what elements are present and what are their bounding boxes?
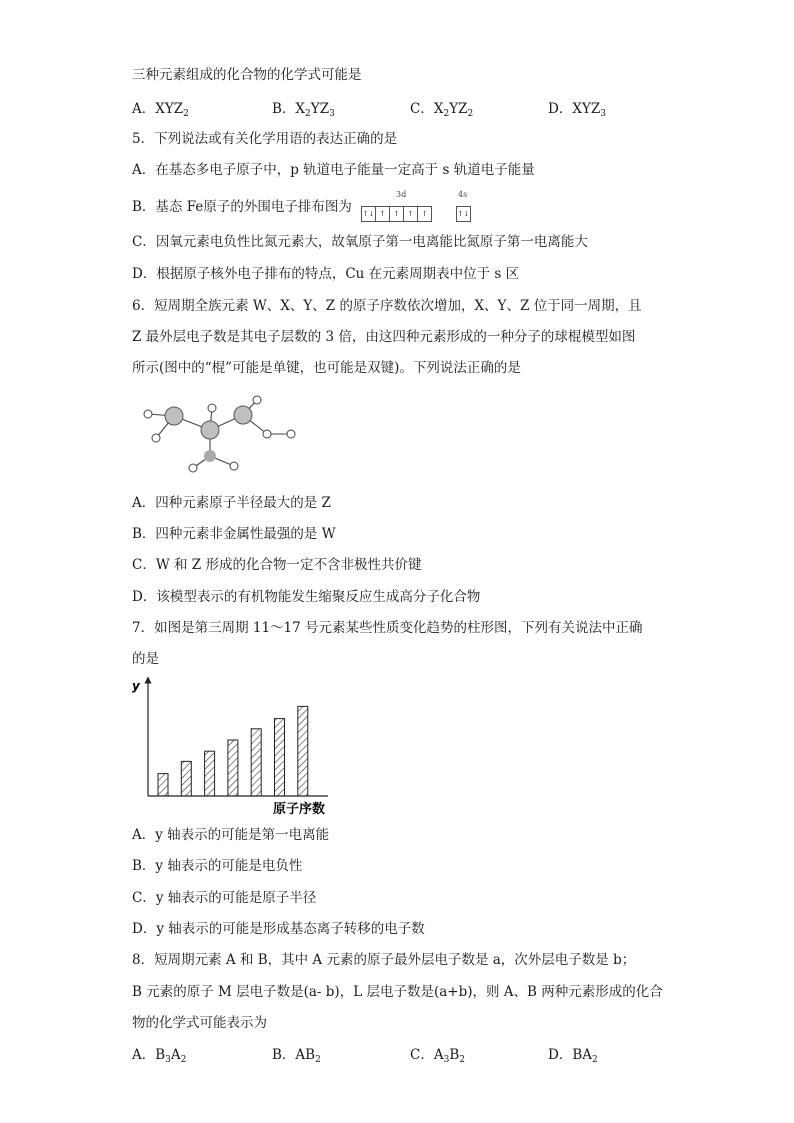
q4-stem: 三种元素组成的化合物的化学式可能是 — [132, 67, 362, 83]
carbon-atom — [165, 407, 183, 425]
nitrogen-atom — [204, 450, 216, 462]
q8-stem-line-2: B 元素的原子 M 层电子数是(a- b)，L 层电子数是(a+b)，则 A、B 两种元素形成的化合 — [132, 984, 663, 1000]
q6-option-d: D．该模型表示的有机物能发生缩聚反应生成高分子化合物 — [132, 589, 481, 605]
h-atom — [263, 430, 271, 438]
q8-option-b: B．$AB_2$ — [272, 1047, 321, 1065]
oxygen-atom — [234, 406, 252, 424]
orbital-3d-label: 3d — [396, 190, 407, 199]
q7-option-c: C．y 轴表示的可能是原子半径 — [132, 890, 317, 906]
h-atom — [144, 410, 152, 418]
bar-2 — [181, 761, 191, 796]
bar-5 — [251, 729, 261, 796]
q5-option-a: A．在基态多电子原子中，p 轨道电子能量一定高于 s 轨道电子能量 — [132, 162, 535, 178]
q4-option-d: D．$XYZ_3$ — [548, 101, 606, 119]
q4-option-a: A．$XYZ_2$ — [132, 101, 189, 119]
h-atom — [152, 434, 160, 442]
orbital-diagram-4s — [456, 206, 471, 225]
orbital-4s-label: 4s — [458, 190, 468, 199]
q6-option-c: C．W 和 Z 形成的化合物一定不含非极性共价键 — [132, 557, 422, 573]
x-axis-label: 原子序数 — [273, 802, 326, 817]
y-axis-label: y — [132, 679, 140, 693]
bar-6 — [275, 719, 285, 796]
orbital-box-3d: ↑ — [418, 206, 432, 222]
q5-option-d: D．根据原子核外电子排布的特点，Cu 在元素周期表中位于 s 区 — [132, 266, 520, 282]
orbital-box-3d: ↑↓ — [361, 206, 376, 222]
h-atom — [189, 464, 197, 472]
bar-7 — [298, 706, 308, 796]
h-atom — [208, 404, 216, 412]
q6-stem-line-1: 6．短周期全族元素 W、X、Y、Z 的原子序数依次增加，X、Y、Z 位于同一周期，且 — [132, 298, 642, 314]
orbital-box-3d: ↑ — [376, 206, 390, 222]
q5-option-b: B．基态 Fe原子的外围电子排布图为 — [132, 199, 352, 215]
q5-option-c: C．因氧元素电负性比氮元素大，故氧原子第一电离能比氮原子第一电离能大 — [132, 234, 588, 250]
h-atom — [230, 462, 238, 470]
q8-option-d: D．$BA_2$ — [548, 1047, 598, 1065]
q7-option-b: B．y 轴表示的可能是电负性 — [132, 858, 303, 874]
ball-and-stick-model — [136, 388, 306, 480]
q7-option-d: D．y 轴表示的可能是形成基态离子转移的电子数 — [132, 921, 425, 937]
q8-option-c: C．$A_3B_2$ — [410, 1047, 465, 1065]
q4-option-b: B．$X_2YZ_3$ — [272, 101, 335, 119]
orbital-box-4s: ↑↓ — [456, 206, 471, 222]
q7-stem-line-1: 7．如图是第三周期 11～17 号元素某些性质变化趋势的柱形图，下列有关说法中正确 — [132, 620, 643, 636]
q8-stem-line-3: 物的化学式可能表示为 — [132, 1015, 267, 1031]
bar-3 — [205, 751, 215, 796]
h-atom — [287, 430, 295, 438]
q7-stem-line-2: 的是 — [132, 651, 159, 667]
bar-4 — [228, 740, 238, 796]
orbital-diagram-3d — [361, 206, 432, 225]
bar-1 — [158, 774, 168, 796]
q6-option-a: A．四种元素原子半径最大的是 Z — [132, 495, 331, 511]
q5-stem: 5．下列说法或有关化学用语的表达正确的是 — [132, 131, 398, 147]
carbon-atom — [201, 421, 219, 439]
q4-option-c: C．$X_2YZ_2$ — [410, 101, 474, 119]
bar-chart — [128, 676, 348, 822]
orbital-box-3d: ↑ — [390, 206, 404, 222]
h-atom — [253, 396, 261, 404]
q8-stem-line-1: 8．短周期元素 A 和 B，其中 A 元素的原子最外层电子数是 a，次外层电子数是 b； — [132, 952, 636, 968]
orbital-box-3d: ↑ — [404, 206, 418, 222]
q6-stem-line-3: 所示(图中的“棍”可能是单键，也可能是双键)。下列说法正确的是 — [132, 360, 521, 376]
q8-option-a: A．$B_3A_2$ — [132, 1047, 187, 1065]
q6-stem-line-2: Z 最外层电子数是其电子层数的 3 倍，由这四种元素形成的一种分子的球棍模型如图 — [132, 329, 636, 345]
q6-option-b: B．四种元素非金属性最强的是 W — [132, 526, 336, 542]
q7-option-a: A．y 轴表示的可能是第一电离能 — [132, 827, 330, 843]
